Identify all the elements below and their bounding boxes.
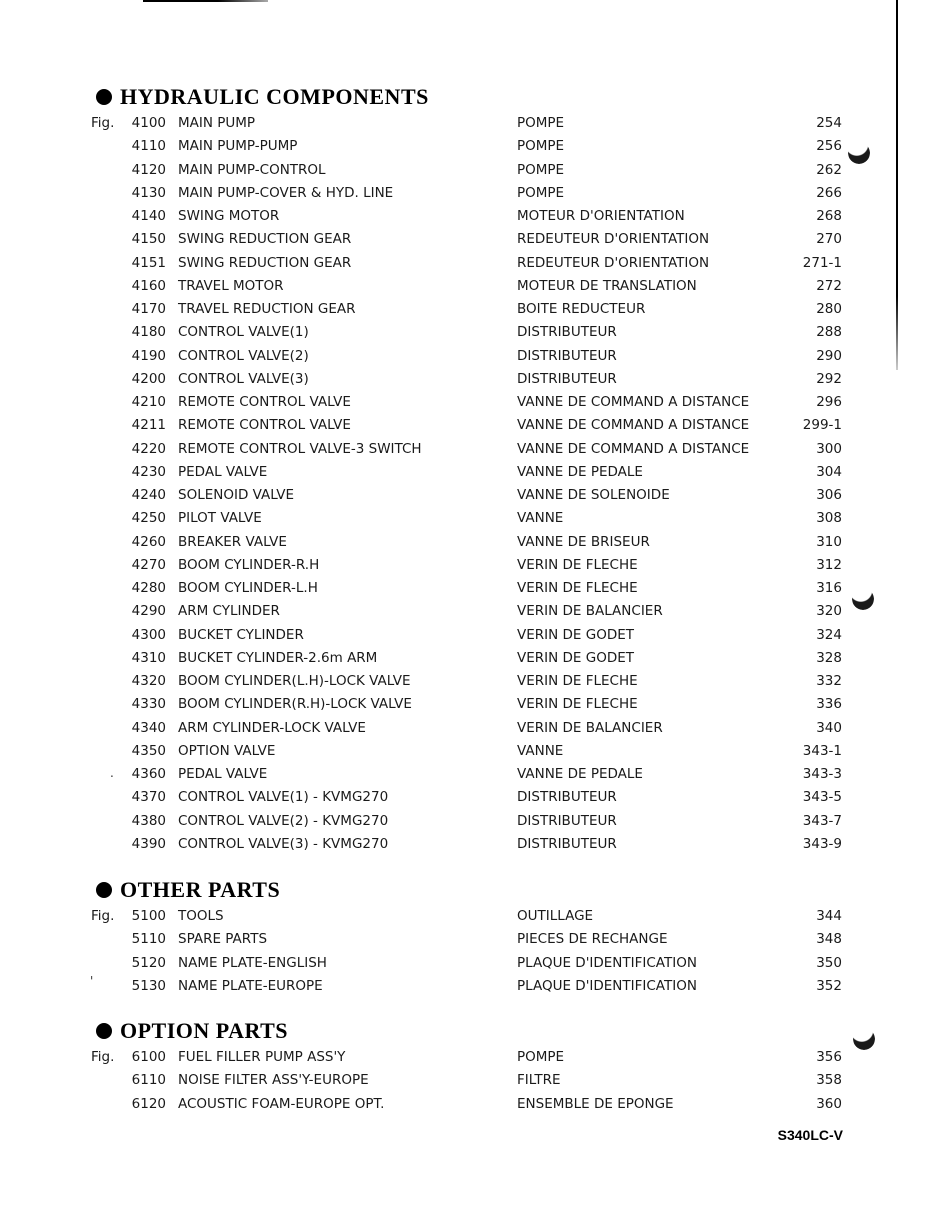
- figure-number: 6100: [131, 1049, 166, 1065]
- toc-row: [0, 485, 935, 505]
- toc-row: [0, 392, 935, 412]
- section-title-text: HYDRAULIC COMPONENTS: [120, 84, 429, 109]
- toc-row: [0, 206, 935, 226]
- page-number: 343-9: [802, 835, 842, 852]
- page-number: 256: [816, 138, 842, 155]
- page-number: 343-5: [802, 789, 842, 806]
- page-number: 266: [816, 184, 842, 201]
- page-number: 310: [816, 533, 842, 550]
- scan-speck: ': [90, 974, 94, 988]
- figure-number: 4230: [131, 463, 166, 480]
- french-name: MOTEUR D'ORIENTATION: [517, 208, 685, 224]
- page-number: 300: [816, 440, 842, 457]
- figure-number: 4320: [131, 673, 166, 689]
- french-name: MOTEUR DE TRANSLATION: [517, 277, 697, 294]
- page-number: 308: [816, 510, 842, 527]
- french-name: VERIN DE BALANCIER: [517, 603, 663, 620]
- english-name: NAME PLATE-ENGLISH: [178, 954, 327, 971]
- page-number: 350: [816, 954, 842, 971]
- english-name: BOOM CYLINDER(L.H)-LOCK VALVE: [178, 673, 411, 689]
- french-name: REDEUTEUR D'ORIENTATION: [517, 254, 710, 271]
- page-number: 360: [816, 1095, 842, 1112]
- toc-row: [0, 764, 935, 784]
- english-name: FUEL FILLER PUMP ASS'Y: [178, 1049, 346, 1065]
- toc-row: [0, 532, 935, 552]
- toc-row: [0, 671, 935, 691]
- figure-number: 4270: [131, 556, 166, 573]
- page-number: 288: [816, 324, 842, 341]
- english-name: TRAVEL MOTOR: [178, 277, 284, 294]
- french-name: VERIN DE FLECHE: [517, 696, 638, 713]
- fig-label: Fig.: [91, 115, 115, 131]
- section-title-other-parts: [96, 877, 280, 903]
- english-name: REMOTE CONTROL VALVE-3 SWITCH: [178, 440, 422, 457]
- english-name: BOOM CYLINDER-L.H: [178, 580, 318, 596]
- english-name: BREAKER VALVE: [178, 533, 287, 550]
- toc-row: [0, 718, 935, 738]
- page-number: 324: [816, 626, 842, 643]
- toc-row: [0, 346, 935, 366]
- english-name: MAIN PUMP: [178, 115, 256, 131]
- figure-number: 4120: [131, 161, 166, 178]
- french-name: BOITE REDUCTEUR: [517, 301, 646, 317]
- french-name: PLAQUE D'IDENTIFICATION: [517, 977, 697, 994]
- page-number: 304: [816, 463, 842, 480]
- english-name: CONTROL VALVE(3): [178, 370, 309, 387]
- toc-row: [0, 299, 935, 319]
- french-name: PLAQUE D'IDENTIFICATION: [517, 954, 697, 971]
- figure-number: 4240: [131, 487, 166, 503]
- toc-row: [0, 229, 935, 249]
- page-number: 270: [816, 231, 842, 248]
- figure-number: 4330: [131, 696, 166, 713]
- top-rule: [143, 0, 268, 2]
- figure-number: 4390: [131, 835, 166, 852]
- figure-number: 5100: [131, 908, 166, 924]
- page-number: 343-1: [802, 742, 842, 759]
- figure-number: 4280: [131, 580, 166, 596]
- figure-number: 4220: [131, 440, 166, 457]
- french-name: VERIN DE FLECHE: [517, 580, 638, 596]
- page-number: 332: [816, 673, 842, 689]
- page-number: 299-1: [802, 417, 842, 434]
- page-number: 320: [816, 603, 842, 620]
- figure-number: 4310: [131, 649, 166, 666]
- page-number: 268: [816, 208, 842, 224]
- figure-number: 4200: [131, 370, 166, 387]
- french-name: DISTRIBUTEUR: [517, 789, 617, 806]
- french-name: VANNE: [517, 510, 564, 527]
- page-number: 343-7: [802, 812, 842, 829]
- english-name: OPTION VALVE: [178, 742, 276, 759]
- french-name: VANNE DE SOLENOIDE: [517, 487, 670, 503]
- english-name: BOOM CYLINDER(R.H)-LOCK VALVE: [178, 696, 412, 713]
- french-name: VANNE DE PEDALE: [517, 463, 643, 480]
- toc-row: [0, 1047, 935, 1067]
- toc-row: [0, 601, 935, 621]
- english-name: REMOTE CONTROL VALVE: [178, 417, 351, 434]
- figure-number: 4160: [131, 277, 166, 294]
- page-number: 348: [816, 931, 842, 948]
- toc-row: [0, 439, 935, 459]
- section-title-option-parts: [96, 1018, 288, 1044]
- page-number: 272: [816, 277, 842, 294]
- toc-row: [0, 322, 935, 342]
- page-number: 340: [816, 719, 842, 736]
- french-name: DISTRIBUTEUR: [517, 324, 617, 341]
- english-name: MAIN PUMP-CONTROL: [178, 161, 326, 178]
- page-number: 352: [816, 977, 842, 994]
- section-title-text: OTHER PARTS: [120, 877, 281, 902]
- fig-label: Fig.: [91, 908, 115, 924]
- figure-number: 4250: [131, 510, 166, 527]
- section-title-text: OPTION PARTS: [120, 1018, 289, 1043]
- page-number: 344: [816, 908, 842, 924]
- figure-number: 4360: [131, 766, 166, 782]
- english-name: ARM CYLINDER: [178, 603, 280, 620]
- toc-row: [0, 183, 935, 203]
- page-number: 271-1: [802, 254, 842, 271]
- english-name: TOOLS: [178, 908, 224, 924]
- toc-row: [0, 648, 935, 668]
- scan-speck: .: [110, 766, 114, 780]
- french-name: VANNE DE COMMAND A DISTANCE: [517, 417, 750, 434]
- figure-number: 6110: [131, 1072, 166, 1089]
- french-name: VANNE DE COMMAND A DISTANCE: [517, 440, 750, 457]
- english-name: SOLENOID VALVE: [178, 487, 295, 503]
- toc-row: [0, 625, 935, 645]
- toc-row: [0, 276, 935, 296]
- figure-number: 4190: [131, 347, 166, 364]
- page-number: 316: [816, 580, 842, 596]
- french-name: VANNE: [517, 742, 564, 759]
- figure-number: 5110: [131, 931, 166, 948]
- toc-row: [0, 1070, 935, 1090]
- toc-row: [0, 555, 935, 575]
- french-name: POMPE: [517, 138, 565, 155]
- figure-number: 4290: [131, 603, 166, 620]
- english-name: ARM CYLINDER-LOCK VALVE: [178, 719, 366, 736]
- page-number: 254: [816, 115, 842, 131]
- english-name: CONTROL VALVE(1): [178, 324, 309, 341]
- french-name: POMPE: [517, 1049, 565, 1065]
- page-number: 296: [816, 394, 842, 410]
- model-number: S340LC-V: [777, 1127, 843, 1143]
- english-name: MAIN PUMP-PUMP: [178, 138, 298, 155]
- toc-row: [0, 694, 935, 714]
- figure-number: 4150: [131, 231, 166, 248]
- toc-row: [0, 578, 935, 598]
- english-name: CONTROL VALVE(3) - KVMG270: [178, 835, 389, 852]
- english-name: CONTROL VALVE(2): [178, 347, 309, 364]
- french-name: REDEUTEUR D'ORIENTATION: [517, 231, 710, 248]
- english-name: PEDAL VALVE: [178, 463, 268, 480]
- page-number: 343-3: [802, 766, 842, 782]
- figure-number: 4340: [131, 719, 166, 736]
- english-name: MAIN PUMP-COVER & HYD. LINE: [178, 184, 394, 201]
- toc-row: [0, 113, 935, 133]
- french-name: DISTRIBUTEUR: [517, 370, 617, 387]
- french-name: VANNE DE PEDALE: [517, 766, 643, 782]
- page-number: 306: [816, 487, 842, 503]
- french-name: DISTRIBUTEUR: [517, 347, 617, 364]
- page-number: 312: [816, 556, 842, 573]
- figure-number: 4170: [131, 301, 166, 317]
- toc-row: [0, 508, 935, 528]
- figure-number: 4180: [131, 324, 166, 341]
- page-number: 280: [816, 301, 842, 317]
- french-name: POMPE: [517, 115, 565, 131]
- french-name: VANNE DE COMMAND A DISTANCE: [517, 394, 750, 410]
- figure-number: 4211: [131, 417, 166, 434]
- figure-number: 4380: [131, 812, 166, 829]
- toc-row: [0, 834, 935, 854]
- english-name: BOOM CYLINDER-R.H: [178, 556, 320, 573]
- french-name: PIECES DE RECHANGE: [517, 931, 668, 948]
- page-number: 336: [816, 696, 842, 713]
- french-name: VERIN DE FLECHE: [517, 556, 638, 573]
- english-name: PEDAL VALVE: [178, 766, 268, 782]
- figure-number: 4370: [131, 789, 166, 806]
- english-name: ACOUSTIC FOAM-EUROPE OPT.: [178, 1095, 385, 1112]
- toc-row: [0, 953, 935, 973]
- bullet-icon: [96, 89, 112, 105]
- figure-number: 4110: [131, 138, 166, 155]
- english-name: BUCKET CYLINDER: [178, 626, 304, 643]
- french-name: OUTILLAGE: [517, 908, 594, 924]
- figure-number: 4100: [131, 115, 166, 131]
- page-number: 292: [816, 370, 842, 387]
- page-number: 290: [816, 347, 842, 364]
- toc-row: [0, 462, 935, 482]
- french-name: VERIN DE GODET: [517, 649, 634, 666]
- french-name: POMPE: [517, 184, 565, 201]
- english-name: CONTROL VALVE(2) - KVMG270: [178, 812, 389, 829]
- toc-row: [0, 906, 935, 926]
- toc-row: [0, 811, 935, 831]
- french-name: VERIN DE GODET: [517, 626, 634, 643]
- figure-number: 4260: [131, 533, 166, 550]
- french-name: POMPE: [517, 161, 565, 178]
- figure-number: 4140: [131, 208, 166, 224]
- french-name: VANNE DE BRISEUR: [517, 533, 650, 550]
- english-name: PILOT VALVE: [178, 510, 262, 527]
- figure-number: 4151: [131, 254, 166, 271]
- page-number: 262: [816, 161, 842, 178]
- figure-number: 5120: [131, 954, 166, 971]
- figure-number: 4130: [131, 184, 166, 201]
- toc-row: [0, 1094, 935, 1114]
- figure-number: 6120: [131, 1095, 166, 1112]
- english-name: NAME PLATE-EUROPE: [178, 977, 323, 994]
- toc-row: [0, 415, 935, 435]
- figure-number: 5130: [131, 977, 166, 994]
- figure-number: 4300: [131, 626, 166, 643]
- section-title-hydraulic-components: [96, 84, 429, 110]
- french-name: DISTRIBUTEUR: [517, 835, 617, 852]
- toc-row: [0, 253, 935, 273]
- figure-number: 4210: [131, 394, 166, 410]
- toc-row: [0, 741, 935, 761]
- toc-row: [0, 369, 935, 389]
- english-name: REMOTE CONTROL VALVE: [178, 394, 351, 410]
- english-name: SWING REDUCTION GEAR: [178, 254, 352, 271]
- english-name: NOISE FILTER ASS'Y-EUROPE: [178, 1072, 369, 1089]
- toc-row: [0, 929, 935, 949]
- french-name: ENSEMBLE DE EPONGE: [517, 1095, 674, 1112]
- english-name: SPARE PARTS: [178, 931, 268, 948]
- toc-row: [0, 136, 935, 156]
- bullet-icon: [96, 882, 112, 898]
- page-number: 328: [816, 649, 842, 666]
- english-name: SWING REDUCTION GEAR: [178, 231, 352, 248]
- toc-row: [0, 976, 935, 996]
- toc-row: [0, 787, 935, 807]
- page-number: 356: [816, 1049, 842, 1065]
- french-name: FILTRE: [517, 1072, 561, 1089]
- english-name: SWING MOTOR: [178, 208, 280, 224]
- french-name: DISTRIBUTEUR: [517, 812, 617, 829]
- page-number: 358: [816, 1072, 842, 1089]
- figure-number: 4350: [131, 742, 166, 759]
- english-name: BUCKET CYLINDER-2.6m ARM: [178, 649, 378, 666]
- english-name: CONTROL VALVE(1) - KVMG270: [178, 789, 389, 806]
- toc-row: [0, 160, 935, 180]
- bullet-icon: [96, 1023, 112, 1039]
- french-name: VERIN DE FLECHE: [517, 673, 638, 689]
- french-name: VERIN DE BALANCIER: [517, 719, 663, 736]
- fig-label: Fig.: [91, 1049, 115, 1065]
- english-name: TRAVEL REDUCTION GEAR: [178, 301, 356, 317]
